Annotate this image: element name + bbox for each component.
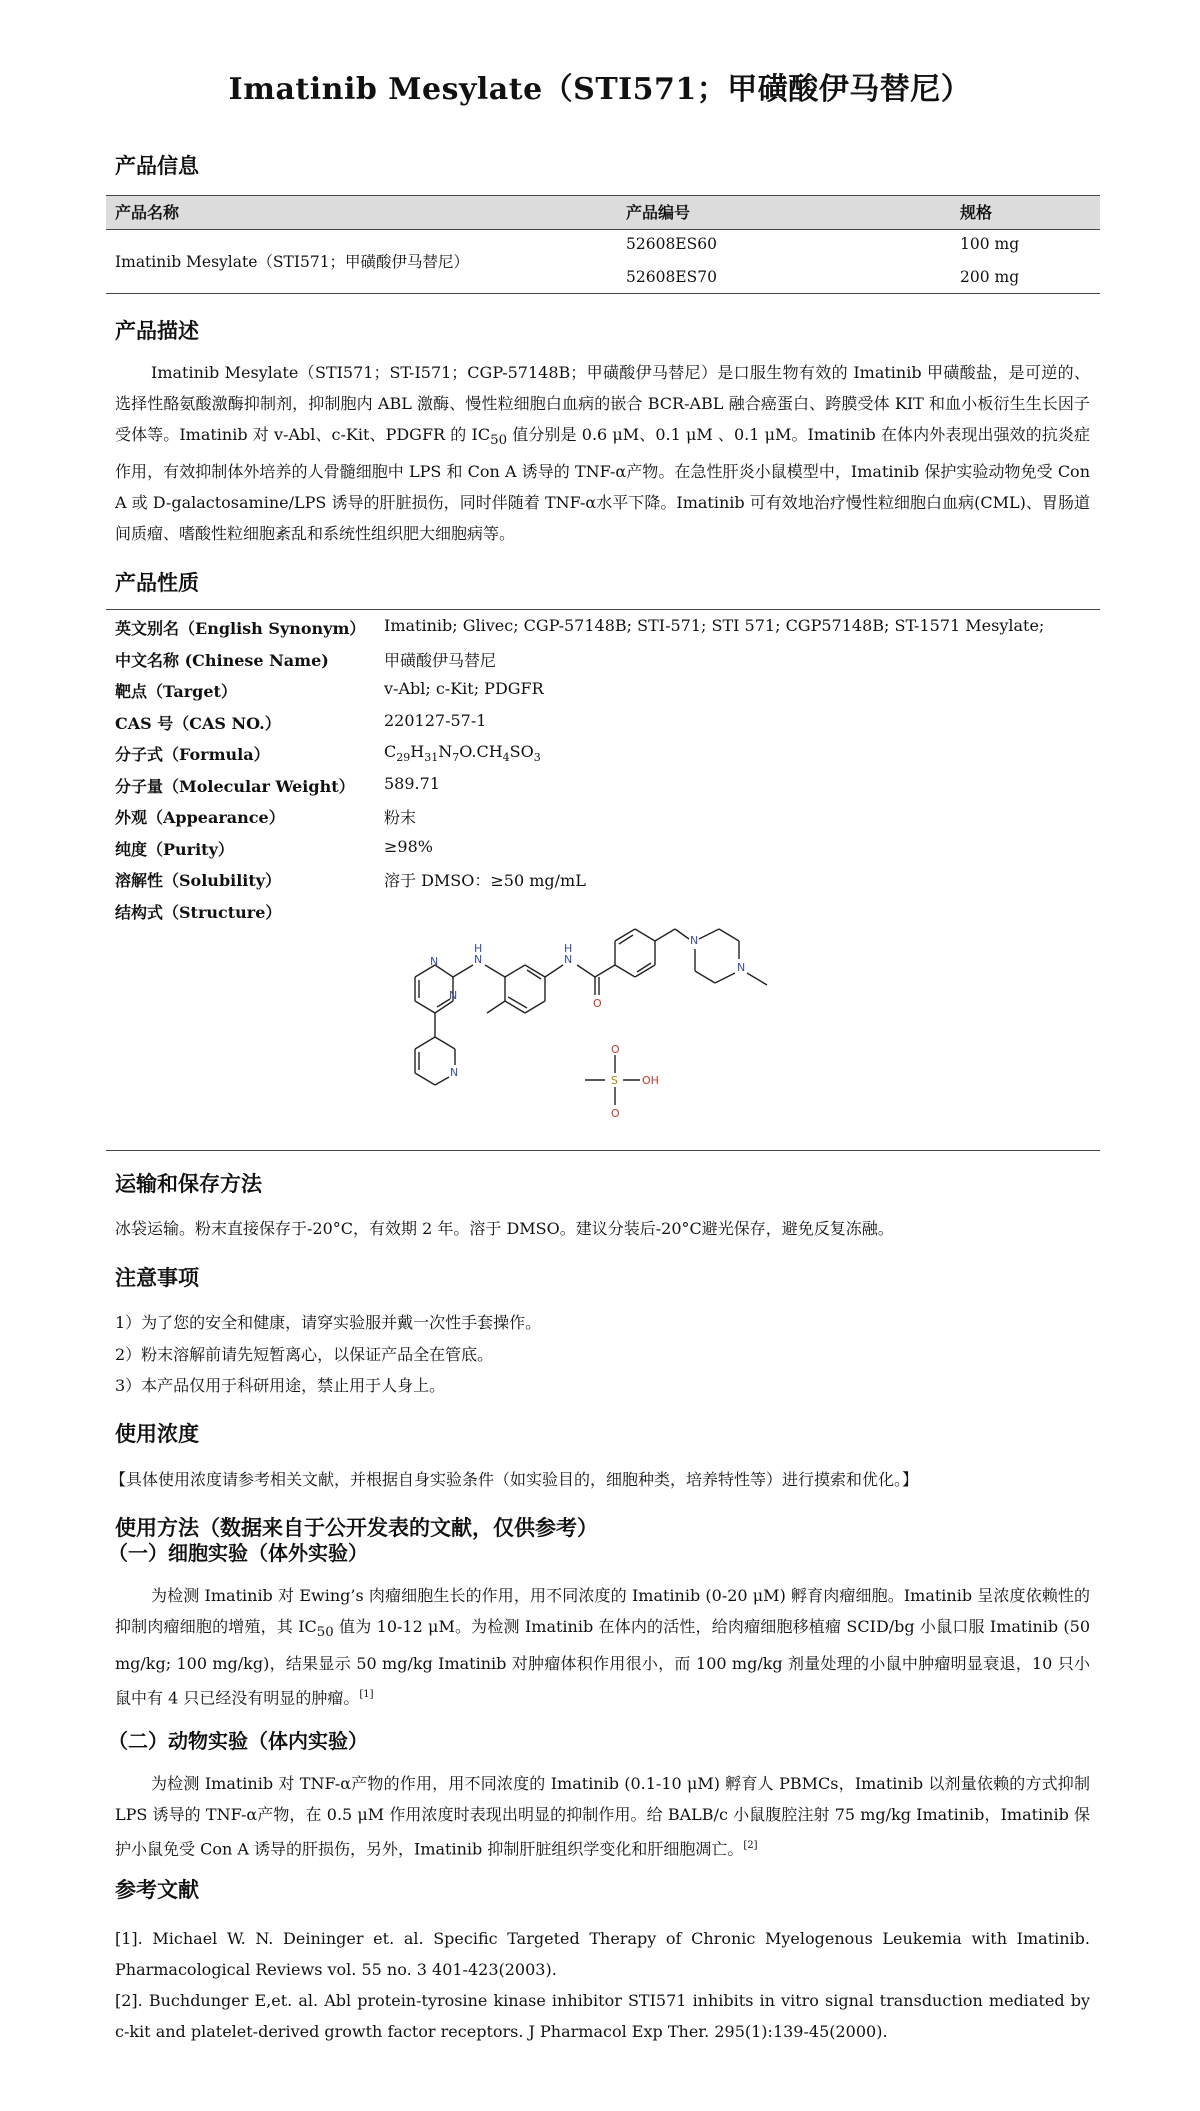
cell-experiment-text xyxy=(115,1580,1090,1714)
prop-value: $C_{29}H_{31}N_7O.CH_4SO_3$ xyxy=(384,742,541,765)
prop-label: 分子式（Formula） xyxy=(115,745,270,764)
reference-item: [1]. Michael W. N. Deininger et. al. Specific Targeted Therapy of Chronic Myelogenous Leukemia with Imatinib. Pharmacological Reviews vol. 55 no. 3 401-423(2003). xyxy=(115,1929,1090,1979)
prop-label: 溶解性（Solubility） xyxy=(115,871,282,890)
atom-label: S xyxy=(611,1074,618,1087)
citation-ref: [1] xyxy=(359,1689,374,1701)
prop-label: 靶点（Target） xyxy=(115,682,237,701)
list-item: 2）粉末溶解前请先短暂离心，以保证产品全在管底。 xyxy=(115,1345,494,1364)
atom-label: N xyxy=(449,989,458,1002)
atom-label: H xyxy=(474,942,483,955)
prop-label: 结构式（Structure） xyxy=(115,903,282,922)
atom-label: H xyxy=(564,942,573,955)
prop-label: 中文名称 (Chinese Name) xyxy=(115,651,329,670)
atom-label: N xyxy=(474,953,483,966)
col-product-name: 产品名称 xyxy=(115,203,180,222)
atom-label: N xyxy=(564,953,573,966)
product-info-heading: 产品信息 xyxy=(115,154,199,178)
animal-experiment-heading: （二）动物实验（体内实验） xyxy=(108,1729,368,1753)
properties-top-rule xyxy=(106,609,1100,610)
prop-value: ≥98% xyxy=(384,837,433,856)
list-item: 3）本产品仅用于科研用途，禁止用于人身上。 xyxy=(115,1376,446,1395)
notes-heading: 注意事项 xyxy=(115,1266,199,1290)
table-row-spec: 200 mg xyxy=(960,268,1020,286)
prop-label: 纯度（Purity） xyxy=(115,840,234,859)
description-part-2: 值分别是 0.6 μM、0.1 μM 、0.1 μM。Imatinib 在体内外表现出强效的抗炎症作用，有效抑制体外培养的人骨髓细胞中 LPS 和 Con A 诱导的 TNF-α产物。在急性肝炎小鼠模型中，Imatinib 保护实验动物免受 Con A 或 D-galactosamine/LPS 诱导的肝脏损伤，同时伴随着 TNF-α水平下降。Imatinib 可有效地治疗慢性粒细胞白血病(CML)、胃肠道间质瘤、嗜酸性粒细胞紊乱和系统性组织肥大细胞病等。 xyxy=(115,425,1090,544)
page-title: Imatinib Mesylate（STI571；甲磺酸伊马替尼） xyxy=(228,72,972,107)
cell-text-part-2: 值为 10-12 μM。为检测 Imatinib 在体内的活性，给肉瘤细胞移植瘤 SCID/bg 小鼠口服 Imatinib (50 mg/kg; 100 mg/kg)，结果显示 50 mg/kg Imatinib 对肿瘤体积作用很小，而 100 mg/kg 剂量处理的小鼠中肿瘤明显衰退，10 只小鼠中有 4 只已经没有明显的肿瘤。 xyxy=(115,1617,1090,1708)
prop-value: 甲磺酸伊马替尼 xyxy=(384,651,497,670)
storage-text: 冰袋运输。粉末直接保存于-20°C，有效期 2 年。溶于 DMSO。建议分装后-20°C避光保存，避免反复冻融。 xyxy=(115,1219,894,1238)
cell-text-part-1: 为检测 Imatinib 对 Ewing’s 肉瘤细胞生长的作用，用不同浓度的 Imatinib (0-20 μM) 孵育肉瘤细胞。Imatinib 呈浓度依赖性的抑制肉瘤细胞的增殖，其 IC xyxy=(115,1586,1090,1636)
table-row-spec: 100 mg xyxy=(960,235,1020,253)
atom-label: N xyxy=(450,1066,459,1079)
product-name-cell: Imatinib Mesylate（STI571；甲磺酸伊马替尼） xyxy=(115,253,470,271)
atom-label: N xyxy=(690,934,699,947)
prop-label: CAS 号（CAS NO.） xyxy=(115,714,281,733)
col-product-code: 产品编号 xyxy=(626,203,691,222)
properties-bottom-rule xyxy=(106,1150,1100,1151)
prop-value: 589.71 xyxy=(384,774,440,793)
atom-label: O xyxy=(593,997,602,1010)
concentration-heading: 使用浓度 xyxy=(115,1422,199,1446)
citation-ref: [2] xyxy=(743,1840,758,1851)
prop-value: v-Abl; c-Kit; PDGFR xyxy=(384,679,544,698)
atom-label: N xyxy=(737,961,746,974)
atom-label: OH xyxy=(642,1074,659,1087)
description-part-1: Imatinib Mesylate（STI571；ST-I571；CGP-57148B；甲磺酸伊马替尼）是口服生物有效的 Imatinib 甲磺酸盐，是可逆的、选择性酪氨酸激酶抑制剂，抑制胞内 ABL 激酶、慢性粒细胞白血病的嵌合 BCR-ABL 融合癌蛋白、跨膜受体 KIT 和血小板衍生生长因子受体等。Imatinib 对 v-Abl、c-Kit、PDGFR 的 IC xyxy=(115,363,1090,444)
product-table-header xyxy=(106,195,1100,230)
storage-heading: 运输和保存方法 xyxy=(115,1172,262,1196)
col-spec: 规格 xyxy=(960,203,993,222)
prop-label: 分子量（Molecular Weight） xyxy=(115,777,355,796)
prop-value: 溶于 DMSO：≥50 mg/mL xyxy=(384,871,586,890)
methods-heading: 使用方法（数据来自于公开发表的文献，仅供参考） xyxy=(115,1516,598,1540)
animal-text: 为检测 Imatinib 对 TNF-α产物的作用，用不同浓度的 Imatinib (0.1-10 μM) 孵育人 PBMCs，Imatinib 以剂量依赖的方式抑制 LPS 诱导的 TNF-α产物，在 0.5 μM 作用浓度时表现出明显的抑制作用。给 BALB/c 小鼠腹腔注射 75 mg/kg Imatinib，Imatinib 保护小鼠免受 Con A 诱导的肝损伤，另外，Imatinib 抑制肝脏组织学变化和肝细胞凋亡。 xyxy=(115,1774,1090,1859)
description-text xyxy=(115,357,1090,549)
cell-experiment-heading: （一）细胞实验（体外实验） xyxy=(108,1541,368,1565)
animal-experiment-text xyxy=(115,1768,1090,1864)
atom-label: O xyxy=(611,1107,620,1120)
properties-heading: 产品性质 xyxy=(115,571,199,595)
references-heading: 参考文献 xyxy=(115,1878,199,1902)
ic50-subscript: 50 xyxy=(490,433,508,449)
table-row-code: 52608ES70 xyxy=(626,268,717,286)
table-bottom-rule xyxy=(106,293,1100,294)
concentration-text: 【具体使用浓度请参考相关文献，并根据自身实验条件（如实验目的，细胞种类，培养特性等）进行摸索和优化。】 xyxy=(110,1470,919,1489)
prop-label: 外观（Appearance） xyxy=(115,808,285,827)
list-item: 1）为了您的安全和健康，请穿实验服并戴一次性手套操作。 xyxy=(115,1313,542,1332)
atom-label: N xyxy=(430,955,439,968)
ic50-subscript: 50 xyxy=(316,1625,334,1641)
structure-diagram xyxy=(395,915,815,1130)
table-row-code: 52608ES60 xyxy=(626,235,717,253)
description-heading: 产品描述 xyxy=(115,319,199,343)
prop-value: Imatinib; Glivec; CGP-57148B; STI-571; STI 571; CGP57148B; ST-1571 Mesylate; xyxy=(384,616,1045,635)
prop-label: 英文别名（English Synonym） xyxy=(115,619,366,638)
prop-value: 粉末 xyxy=(384,808,417,827)
reference-item: [2]. Buchdunger E,et. al. Abl protein-tyrosine kinase inhibitor STI571 inhibits in vitro signal transduction mediated by c-kit and platelet-derived growth factor receptors. J Pharmacol Exp Ther. 295(1):139-45(2000). xyxy=(115,1991,1090,2041)
atom-label: O xyxy=(611,1043,620,1056)
prop-value: 220127-57-1 xyxy=(384,711,487,730)
